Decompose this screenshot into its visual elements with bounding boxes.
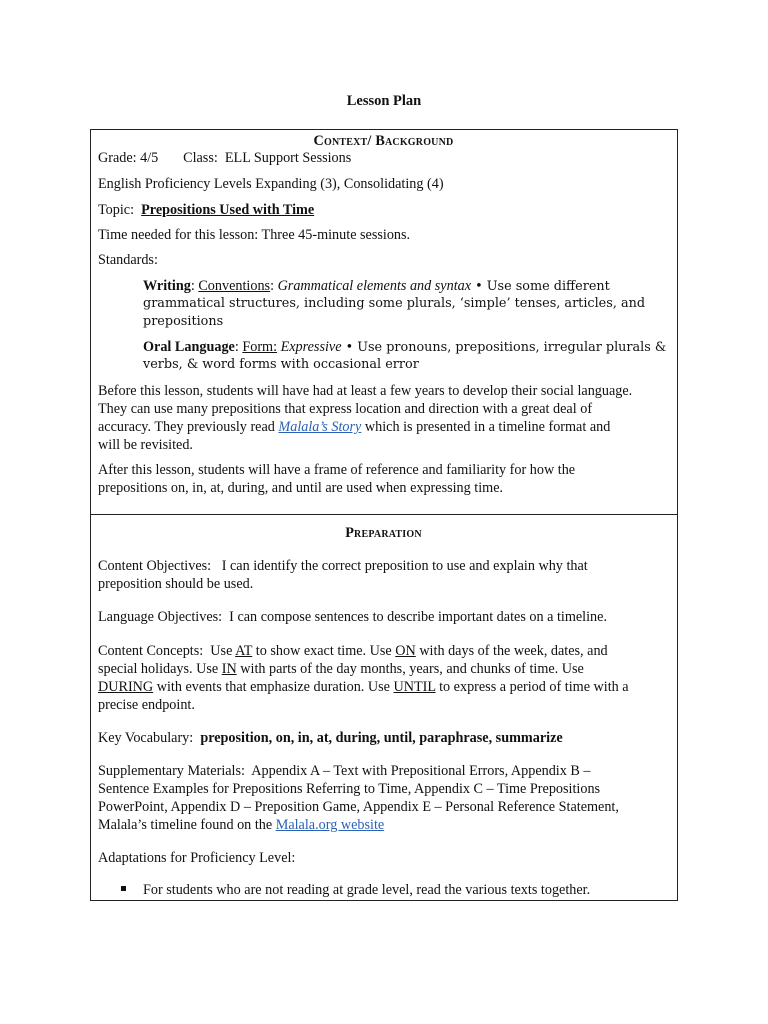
grade-class-line: Grade: 4/5 Class: ELL Support Sessions bbox=[98, 150, 352, 166]
concept-until: UNTIL bbox=[393, 679, 436, 695]
concepts-text-1c: with days of the week, dates, and bbox=[415, 643, 608, 659]
content-concepts-line3 bbox=[98, 678, 669, 696]
square-bullet-icon bbox=[121, 886, 126, 891]
writing-conventions: Conventions bbox=[198, 278, 271, 294]
topic-value: Prepositions Used with Time bbox=[141, 202, 315, 218]
list-item bbox=[121, 881, 669, 899]
oral-sep1: : bbox=[234, 339, 243, 355]
concepts-text-2a: special holidays. Use bbox=[98, 661, 222, 677]
content-objectives-line2: preposition should be used. bbox=[98, 576, 254, 592]
materials-line2: Sentence Examples for Prepositions Referring to Time, Appendix C – Time Prepositions bbox=[98, 781, 601, 797]
standards-label: Standards: bbox=[98, 252, 158, 268]
preparation-section bbox=[90, 514, 678, 901]
writing-standard-line3: prepositions bbox=[143, 314, 224, 329]
content-objectives-line1: Content Objectives: I can identify the correct preposition to use and explain why that bbox=[98, 558, 588, 574]
oral-standard-line1 bbox=[143, 338, 669, 357]
content-concepts-line4: precise endpoint. bbox=[98, 697, 195, 713]
content-concepts-line2 bbox=[98, 660, 669, 678]
before-line3 bbox=[98, 418, 669, 436]
content-concepts-line1 bbox=[98, 642, 669, 660]
writing-desc-1: • Use some different bbox=[471, 279, 610, 294]
writing-category: Grammatical elements and syntax bbox=[277, 278, 472, 294]
oral-category: Expressive bbox=[280, 339, 342, 355]
before-line2: They can use many prepositions that express location and direction with a great deal of bbox=[98, 401, 593, 417]
adaptations-label: Adaptations for Proficiency Level: bbox=[98, 850, 296, 866]
after-line1: After this lesson, students will have a frame of reference and familiarity for how the bbox=[98, 462, 576, 478]
key-vocabulary-label: Key Vocabulary: bbox=[98, 730, 201, 746]
proficiency-line: English Proficiency Levels Expanding (3), Consolidating (4) bbox=[98, 176, 444, 192]
before-line1: Before this lesson, students will have had at least a few years to develop their social language. bbox=[98, 383, 633, 399]
topic-line bbox=[98, 201, 669, 219]
malala-org-link[interactable]: Malala.org website bbox=[275, 817, 385, 833]
context-heading: Context/ Background bbox=[313, 133, 454, 149]
key-vocabulary-line bbox=[98, 729, 669, 747]
writing-standard-line2: grammatical structures, including some plurals, ‘simple’ tenses, articles, and bbox=[143, 296, 646, 311]
context-section bbox=[90, 129, 678, 515]
concepts-text-3a: with events that emphasize duration. Use bbox=[153, 679, 394, 695]
before-line3-pre: accuracy. They previously read bbox=[98, 419, 279, 435]
oral-standard-line2: verbs, & word forms with occasional error bbox=[143, 357, 419, 372]
before-line3-post: which is presented in a timeline format and bbox=[361, 419, 611, 435]
writing-sep1: : bbox=[190, 278, 199, 294]
concept-during: DURING bbox=[98, 679, 154, 695]
concepts-text-1b: to show exact time. Use bbox=[252, 643, 396, 659]
concepts-text-2b: with parts of the day months, years, and chunks of time. Use bbox=[236, 661, 584, 677]
oral-desc-1: • Use pronouns, prepositions, irregular plurals & bbox=[341, 340, 667, 355]
writing-sep2: : bbox=[270, 278, 278, 294]
materials-line4 bbox=[98, 816, 669, 834]
language-objectives: Language Objectives: I can compose sentences to describe important dates on a timeline. bbox=[98, 609, 607, 625]
concept-on: ON bbox=[395, 643, 416, 659]
writing-standard-line1 bbox=[143, 277, 669, 296]
page-title: Lesson Plan bbox=[346, 93, 422, 109]
before-line4: will be revisited. bbox=[98, 437, 193, 453]
oral-form: Form: bbox=[242, 339, 278, 355]
preparation-heading: Preparation bbox=[345, 525, 422, 541]
materials-line3: PowerPoint, Appendix D – Preposition Game, Appendix E – Personal Reference Statement, bbox=[98, 799, 619, 815]
writing-label: Writing bbox=[143, 278, 191, 294]
after-line2: prepositions on, in, at, during, and until are used when expressing time. bbox=[98, 480, 504, 496]
time-needed-line: Time needed for this lesson: Three 45-minute sessions. bbox=[98, 227, 411, 243]
concept-in: IN bbox=[221, 661, 237, 677]
concept-at: AT bbox=[235, 643, 253, 659]
bullet-text: For students who are not reading at grade level, read the various texts together. bbox=[143, 882, 591, 898]
malalas-story-link[interactable]: Malala’s Story bbox=[278, 419, 362, 435]
oral-label: Oral Language bbox=[143, 339, 235, 355]
materials-line4-pre: Malala’s timeline found on the bbox=[98, 817, 276, 833]
materials-line1: Supplementary Materials: Appendix A – Text with Prepositional Errors, Appendix B – bbox=[98, 763, 591, 779]
concepts-text-3b: to express a period of time with a bbox=[435, 679, 629, 695]
key-vocabulary-value: preposition, on, in, at, during, until, paraphrase, summarize bbox=[200, 730, 563, 746]
topic-label: Topic: bbox=[98, 202, 135, 218]
concepts-text-1a: Content Concepts: Use bbox=[98, 643, 236, 659]
